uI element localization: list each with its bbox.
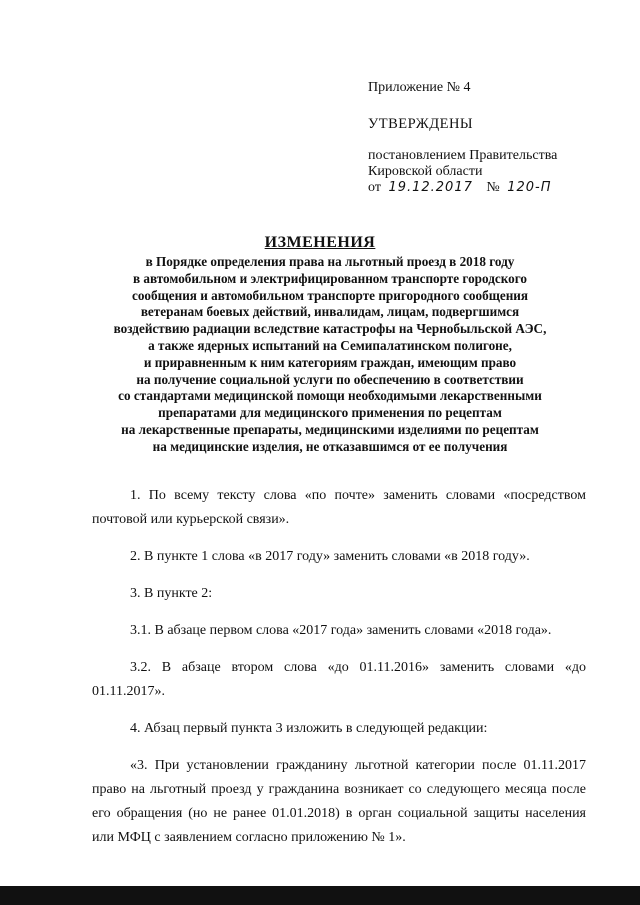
paragraph-item-2: 2. В пункте 1 слова «в 2017 году» заменить словами «в 2018 году». bbox=[130, 549, 530, 564]
document-body bbox=[92, 484, 586, 863]
paragraph-item-1: 1. По всему тексту слова «по почте» заменить словами «посредством почтовой или курьерской связи». bbox=[92, 488, 586, 527]
subtitle-line: в автомобильном и электрифицированном транспорте городского bbox=[132, 270, 528, 286]
subtitle-line: воздействию радиации вследствие катастрофы на Чернобыльской АЭС, bbox=[113, 321, 547, 337]
paragraph-item-3: 3. В пункте 2: bbox=[130, 586, 213, 601]
scan-edge-bar bbox=[0, 886, 640, 905]
document-title: ИЗМЕНЕНИЯ bbox=[264, 234, 376, 251]
subtitle-line: на получение социальной услуги по обеспечению в соответствии bbox=[136, 371, 524, 387]
decree-date: 19.12.2017 bbox=[388, 180, 473, 195]
document-subtitle bbox=[80, 254, 580, 456]
paragraph-item-3-2: 3.2. В абзаце втором слова «до 01.11.2016» заменить словами «до 01.11.2017». bbox=[92, 660, 586, 699]
paragraph-item-4: 4. Абзац первый пункта 3 изложить в следующей редакции: bbox=[130, 721, 488, 736]
subtitle-line: со стандартами медицинской помощи необходимыми лекарственными bbox=[118, 388, 542, 404]
paragraph-item-3-1: 3.1. В абзаце первом слова «2017 года» заменить словами «2018 года». bbox=[130, 623, 552, 638]
appendix-label: Приложение № 4 bbox=[368, 80, 471, 95]
decree-reference bbox=[368, 148, 557, 196]
subtitle-line: и приравненным к ним категориям граждан, имеющим право bbox=[143, 354, 517, 370]
subtitle-line: препаратами для медицинского применения по рецептам bbox=[158, 405, 502, 421]
decree-line-2: Кировской области bbox=[368, 164, 483, 179]
subtitle-line: на медицинские изделия, не отказавшимся от ее получения bbox=[152, 438, 508, 454]
subtitle-line: а также ядерных испытаний на Семипалатинском полигоне, bbox=[148, 337, 512, 353]
decree-number: 120-П bbox=[507, 180, 552, 195]
subtitle-line: сообщения и автомобильном транспорте пригородного сообщения bbox=[131, 287, 529, 303]
decree-number-label: № bbox=[486, 180, 500, 195]
approved-label: УТВЕРЖДЕНЫ bbox=[368, 116, 474, 132]
decree-line-1: постановлением Правительства bbox=[368, 148, 558, 163]
subtitle-line: ветеранам боевых действий, инвалидам, лицам, подвергшимся bbox=[140, 304, 520, 320]
decree-line-3 bbox=[368, 180, 557, 196]
paragraph-quote: «3. При установлении гражданину льготной категории после 01.11.2017 право на льготный проезд у гражданина возникает со следующего месяца после его обращения (но не ранее 01.01.2018) в орган социальной защиты населения или МФЦ с заявлением согласно приложению № 1». bbox=[92, 758, 586, 845]
subtitle-line: в Порядке определения права на льготный проезд в 2018 году bbox=[145, 254, 515, 269]
subtitle-line: на лекарственные препараты, медицинскими изделиями по рецептам bbox=[121, 421, 539, 437]
decree-from-label: от bbox=[368, 180, 381, 195]
